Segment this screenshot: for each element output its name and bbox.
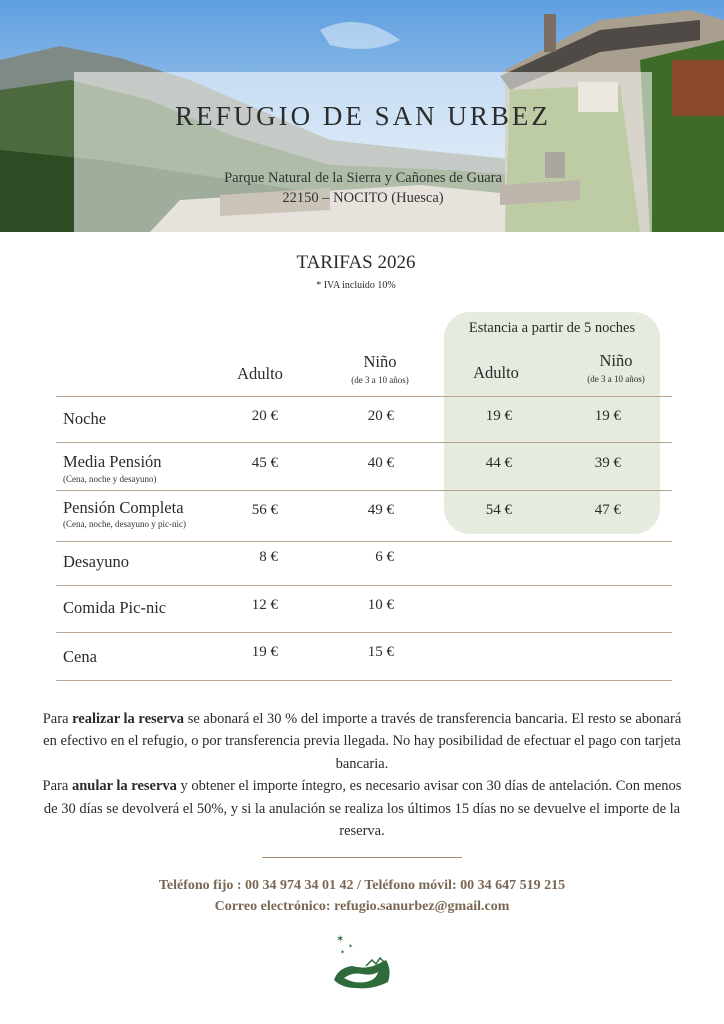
col-long-child-label: Niño bbox=[599, 351, 633, 370]
col-adult-label: Adulto bbox=[237, 364, 283, 383]
row-label: Cena bbox=[63, 647, 97, 666]
col-long-adult bbox=[456, 363, 536, 383]
price-adult: 20 € bbox=[251, 408, 278, 424]
row-note: (Cena, noche, desayuno y pic-nic) bbox=[63, 519, 186, 529]
price-child: 20 € bbox=[367, 408, 394, 424]
booking-emphasis: realizar la reserva bbox=[72, 711, 185, 727]
row-divider bbox=[56, 442, 672, 443]
page-title: REFUGIO DE SAN URBEZ bbox=[175, 101, 551, 131]
cancellation-paragraph: Para anular la reserva y obtener el importe íntegro, es necesario avisar con 30 días de antelación. Con menos de 30 días se devolverá el 50%, y si la anulación se realiza los últimos 15 días no se devuelve el importe de la reserva. bbox=[42, 778, 682, 840]
col-child-label: Niño bbox=[363, 352, 397, 371]
price-adult: 45 € bbox=[251, 455, 278, 471]
row-label: Desayuno bbox=[63, 552, 129, 571]
hero-overlay bbox=[74, 72, 652, 232]
price-child: 15 € bbox=[367, 644, 394, 660]
address: 22150 – NOCITO (Huesca) bbox=[282, 190, 444, 206]
col-child bbox=[332, 352, 428, 385]
row-label: Pensión Completa bbox=[63, 498, 184, 517]
price-long-child: 19 € bbox=[594, 408, 621, 424]
svg-text:✶: ✶ bbox=[336, 934, 345, 945]
contact-divider bbox=[262, 857, 462, 858]
row-label: Noche bbox=[63, 409, 107, 428]
booking-paragraph: Para realizar la reserva se abonará el 30 % del importe a través de transferencia bancaria. El resto se abonará en efectivo en el refugio, o por transferencia previa llegada. No hay posibilidad de efectuar el pago con tarjeta bancaria. bbox=[42, 711, 682, 772]
col-long-child bbox=[568, 351, 664, 384]
price-child: 10 € bbox=[367, 597, 394, 613]
col-adult bbox=[220, 364, 300, 384]
row-label: Media Pensión bbox=[63, 452, 162, 471]
price-child: 49 € bbox=[367, 502, 394, 518]
price-adult: 12 € bbox=[251, 597, 278, 613]
price-adult: 19 € bbox=[251, 644, 278, 660]
tax-note: * IVA incluido 10% bbox=[316, 280, 396, 291]
price-adult: 56 € bbox=[251, 502, 278, 518]
svg-text:✶: ✶ bbox=[340, 949, 346, 956]
price-long-child: 39 € bbox=[594, 455, 621, 471]
row-divider bbox=[56, 632, 672, 633]
col-long-adult-label: Adulto bbox=[473, 363, 519, 382]
row-divider bbox=[56, 585, 672, 586]
price-child: 6 € bbox=[375, 549, 394, 565]
refuge-logo bbox=[326, 930, 398, 996]
contact-phones: Teléfono fijo : 00 34 974 34 01 42 / Teléfono móvil: 00 34 647 519 215 bbox=[158, 878, 566, 893]
booking-conditions bbox=[40, 708, 684, 842]
price-child: 40 € bbox=[367, 455, 394, 471]
price-long-adult: 44 € bbox=[485, 455, 512, 471]
hero-subtitle bbox=[74, 168, 652, 208]
price-adult: 8 € bbox=[259, 549, 278, 565]
price-long-adult: 19 € bbox=[485, 408, 512, 424]
cancellation-emphasis: anular la reserva bbox=[71, 778, 177, 795]
row-label: Comida Pic-nic bbox=[63, 598, 167, 617]
price-long-child: 47 € bbox=[594, 502, 621, 518]
table-top-border bbox=[56, 396, 672, 397]
contact-email: Correo electrónico: refugio.sanurbez@gmail.com bbox=[214, 899, 510, 914]
col-child-note: (de 3 a 10 años) bbox=[351, 375, 409, 385]
col-long-child-note: (de 3 a 10 años) bbox=[587, 374, 645, 384]
long-stay-label: Estancia a partir de 5 noches bbox=[468, 320, 636, 336]
park-name: Parque Natural de la Sierra y Cañones de Guara bbox=[224, 170, 502, 186]
hero-banner bbox=[0, 0, 724, 232]
row-divider bbox=[56, 541, 672, 542]
row-divider bbox=[56, 680, 672, 681]
row-note: (Cena, noche y desayuno) bbox=[63, 474, 157, 484]
tariffs-heading: TARIFAS 2026 bbox=[296, 252, 416, 273]
row-divider bbox=[56, 490, 672, 491]
svg-text:✶: ✶ bbox=[348, 943, 354, 950]
price-long-adult: 54 € bbox=[485, 502, 512, 518]
